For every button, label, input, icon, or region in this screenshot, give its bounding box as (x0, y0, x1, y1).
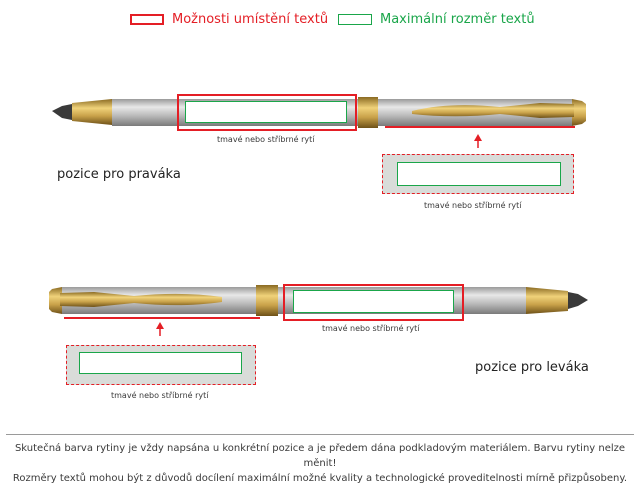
left-hand-clip-max-size (79, 352, 242, 374)
pen-tip (568, 292, 588, 309)
right-hand-clip-label: tmavé nebo stříbrné rytí (424, 201, 522, 210)
pen-cone (72, 99, 112, 125)
pen-cone (526, 287, 568, 314)
right-hand-barrel-max-size (185, 101, 347, 123)
right-hand-barrel-label: tmavé nebo stříbrné rytí (217, 135, 315, 144)
legend-placement-label: Možnosti umístění textů (172, 12, 329, 27)
left-hand-barrel-label: tmavé nebo stříbrné rytí (322, 324, 420, 333)
left-hand-barrel-max-size (293, 290, 454, 313)
right-hand-title: pozice pro praváka (57, 167, 181, 182)
pen-center-ring (358, 97, 378, 128)
left-hand-clip-line (64, 317, 260, 319)
arrow-up-icon (156, 322, 164, 336)
pen-tip (52, 104, 72, 120)
right-hand-clip-max-size (397, 162, 561, 186)
right-hand-clip-line (385, 126, 575, 128)
left-hand-clip-label: tmavé nebo stříbrné rytí (111, 391, 209, 400)
footer-divider (6, 434, 634, 435)
left-hand-title: pozice pro leváka (475, 360, 589, 375)
legend-max-size-label: Maximální rozměr textů (380, 12, 535, 27)
arrow-up-icon (474, 134, 482, 148)
pen-cap-top (572, 99, 586, 126)
pen-center-ring (256, 285, 278, 316)
footer-line-1: Skutečná barva rytiny je vždy napsána u konkrétní pozice a je předem dána podkladovým materiálem. Barvu rytiny nelze měnit! (14, 443, 626, 469)
footer-note (0, 441, 640, 486)
footer-line-2: Rozměry textů mohou být z důvodů docílení maximální možné kvality a technologické proveditelnosti mírně přizpůsobeny. (12, 473, 628, 484)
